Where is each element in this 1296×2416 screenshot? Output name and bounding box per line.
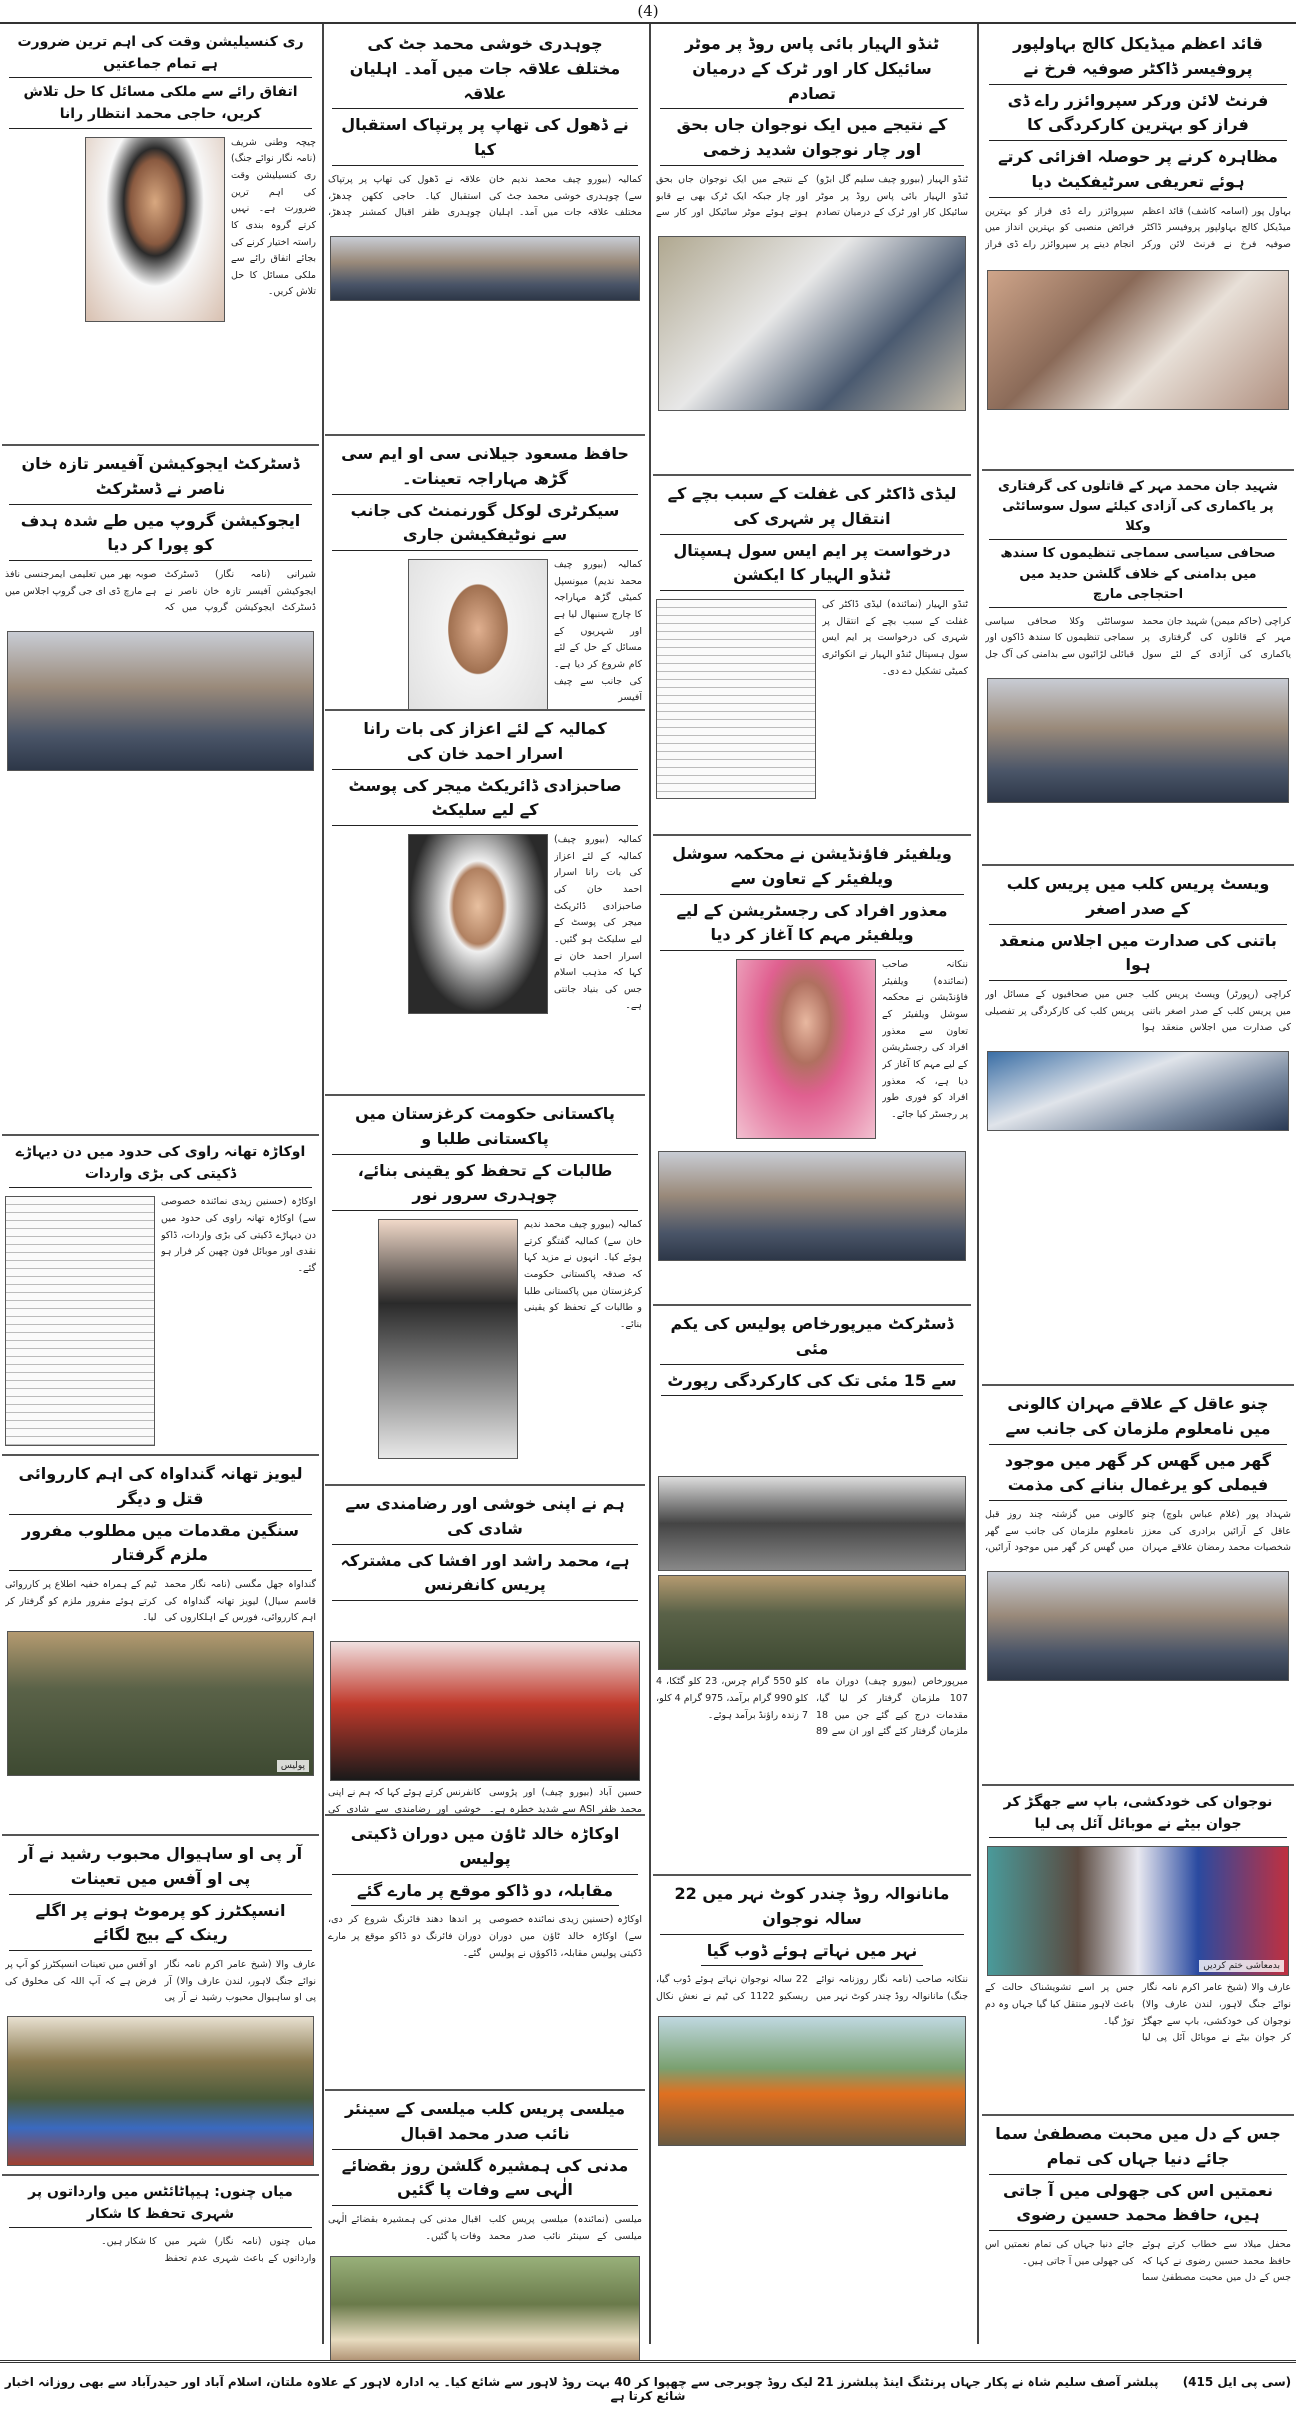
news-story [2,1456,319,1836]
story-body-continued [656,2150,968,2260]
group-photo [658,1151,966,1261]
story-body: کراچی (رپورٹر) ویسٹ پریس کلب میں پریس کلب کے صدر اصغر باتنی کی صدارت میں اجلاس منعقد ہوا جس میں صحافیوں کے مسائل اور پریس کلب کی کارکردگی پر تفصیلی [985,989,1291,1034]
headline: جس کے دل میں محبت مصطفیٰ سما جائے دنیا جہاں کی تمام نعمتیں اس کی جھولی میں آ جاتی ہیں، حافظ محمد حسین رضوی [985,2122,1291,2235]
column-2 [653,26,971,2286]
headline: اوکاڑہ تھانہ راوی کی حدود میں دن دیہاڑے ڈکیتی کی بڑی واردات [5,1142,316,1192]
document-image [5,1196,155,1446]
news-story [325,1816,645,2091]
news-story [982,26,1294,471]
headline: ویلفیئر فاؤنڈیشن نے محکمہ سوشل ویلفیئر کے تعاون سے معذور افراد کی رجسٹریشن کے لیے ویلفیئر مہم کا آغاز کر دیا [656,842,968,955]
column-divider [649,24,651,2344]
column-divider [977,24,979,2344]
news-story [325,1486,645,1816]
news-photo [987,1846,1289,1976]
news-story [325,1096,645,1486]
headline: مانانوالہ روڈ چندر کوٹ نہر میں 22 سالہ نوجوان نہر میں نہاتے ہوئے ڈوب گیا [656,1882,968,1970]
portrait-photo [408,559,548,711]
meeting-photo [7,631,314,771]
story-body: اوکاڑہ (حسنین زیدی نمائندہ خصوصی سے) اوکاڑہ خالد ٹاؤن میں دوران ڈکیتی پولیس مقابلہ، ڈاکوؤں نے پولیس پر اندھا دھند فائرنگ شروع کر دی، دوران فائرنگ دو ڈاکو موقع پر مارے گئے۔ [328,1914,642,1959]
column-4 [2,26,319,2326]
story-body: میلسی (نمائندہ) میلسی پریس کلب میلسی کے سینئر نائب صدر محمد اقبال مدنی کی ہمشیرہ بقضائے الٰہی وفات پا گئیں۔ [328,2214,642,2242]
news-story [982,1386,1294,1786]
document-image [656,599,816,799]
imprint-footer [0,2360,1296,2403]
arrested-suspects-photo [658,1575,966,1670]
headline: ڈسٹرکٹ میرپورخاص پولیس کی یکم مئی سے 15 مئی تک کی کارکردگی رپورٹ [656,1312,968,1400]
story-body: بہاول پور (اسامہ کاشف) قائد اعظم میڈیکل کالج بہاولپور پروفیسر ڈاکٹر صوفیہ فرخ نے فرنٹ لائن ورکر سپروائزر راے ڈی فراز کو بہترین فرائض منصبی کو بہترین انداز میں انجام دینے پر سپروائزر راے ڈی فراز [985,205,1291,251]
news-story [982,471,1294,866]
story-body: ننکانہ صاحب (نمائندہ) ویلفیئر فاؤنڈیشن نے محکمہ سوشل ویلفیئر کے تعاون سے معذور افراد کی رجسٹریشن کے لیے مہم کا آغاز کر دیا ہے، کہ معذور افراد کو فوری طور پر رجسٹر کیا جائے۔ [882,959,968,1120]
story-body-continued [985,807,1291,866]
story-body: شہداد پور (غلام عباس بلوچ) چنو عاقل کے آرائیں برادری کی معزز شخصیات محمد رمضان علاقے مہران کالونی میں گزشتہ چند روز قبل نامعلوم ملزمان کی جانب سے گھر میں گھس کر گھر میں موجود آرائیں، [985,1509,1291,1554]
protest-photo [987,1571,1289,1681]
headline: میلسی پریس کلب میلسی کے سینئر نائب صدر محمد اقبال مدنی کی ہمشیرہ گلشن روز بقضائے الٰہی سے وفات پا گئیں [328,2097,642,2210]
news-story [2,1836,319,2176]
news-story [325,436,645,711]
headline: ٹنڈو الہیار بائی پاس روڈ پر موٹر سائیکل کار اور ٹرک کے درمیان تصادم کے نتیجے میں ایک نوجوان جاں بحق اور چار نوجوان شدید زخمی [656,32,968,170]
headline: میاں چنوں: ہیپاٹائٹس میں وارداتوں پر شہری تحفظ کا شکار [5,2182,316,2232]
headline: اوکاڑہ خالد ٹاؤن میں دوران ڈکیتی پولیس مقابلہ، دو ڈاکو موقع پر مارے گئے [328,1822,642,1910]
story-body: میرپورخاص (بیورو چیف) دوران ماہ 107 ملزمان گرفتار کر لیا گیا، مقدمات درج کیے گئے جن میں 18 ملزمان گرفتار کئے گئے اور ان سے 89 کلو 550 گرام چرس، 23 کلو گٹکا، 4 کلو 990 گرام برآمد، 975 گرام 4 کلو، 7 زندہ راؤنڈ برآمد ہوئے۔ [656,1676,968,1738]
group-photo [330,2256,640,2361]
headline: شہید جان محمد مہر کے قاتلوں کی گرفتاری پر یاکماری کی آزادی کیلئے سول سوسائٹی وکلا صحافی سیاسی سماجی تنظیموں کا سندھ میں بدامنی کے خلاف گلشن حدید میں احتجاجی مارچ [985,477,1291,612]
headline: قائد اعظم میڈیکل کالج بہاولپور پروفیسر ڈاکٹر صوفیہ فرخ نے فرنٹ لائن ورکر سپروائزر راے ڈی فراز کو بہترین کارکردگی کا مظاہرہ کرنے پر حوصلہ افزائی کرتے ہوئے تعریفی سرٹیفکیٹ دیا [985,32,1291,202]
headline: نوجوان کی خودکشی، باپ سے جھگڑ کر جوان بیٹے نے موبائل آئل پی لیا [985,1792,1291,1842]
news-story [653,1876,971,2286]
news-story [653,476,971,836]
news-story [982,1786,1294,2116]
headline: چنو عاقل کے علاقے مہران کالونی میں نامعلوم ملزمان کی جانب سے گھر میں گھس کر گھر میں موجود فیملی کو یرغمال بنانے کی مذمت [985,1392,1291,1505]
rescue-photo [658,2016,966,2146]
story-body: عارف والا (شیخ عامر اکرم نامہ نگار نوائے جنگ لاہور، لندن عارف والا) نوجوان کی خودکشی، باپ سے جھگڑ کر جوان بیٹے نے موبائل آئل پی لیا جس پر اسے تشویشناک حالت کے باعث لاہور منتقل کیا گیا جہاں وہ دم توڑ گیا۔ [985,1982,1291,2044]
portrait-photo [408,834,548,1014]
story-body-continued [5,775,316,1136]
news-story [2,26,319,446]
news-story [653,26,971,476]
story-body: کمالیہ (بیورو چیف محمد ندیم) میونسپل کمیٹی گڑھ مہاراجہ کا چارج سنبھال لیا ہے اور شہریوں کے مسائل کے حل کے لئے کام شروع کر دیا ہے۔ کی جانب سے چیف آفیسر [554,559,642,704]
page-number: (4) [637,2,659,20]
column-1 [982,26,1294,2316]
ceremony-photo [7,2016,314,2166]
story-body: اوکاڑہ (حسنین زیدی نمائندہ خصوصی سے) اوکاڑہ تھانہ راوی کی حدود میں دن دیہاڑے ڈکیتی کی بڑی واردات، ڈاکو نقدی اور موبائل فون چھین کر فرار ہو گئے۔ [161,1196,316,1274]
headline: ری کنسیلیشن وقت کی اہم ترین ضرورت ہے تمام جماعتیں اتفاق رائے سے ملکی مسائل کا حل تلاش کریں، حاجی محمد انتظار رانا [5,32,316,133]
headline: چوہدری خوشی محمد جٹ کی مختلف علاقہ جات میں آمد۔ اہلیان علاقہ نے ڈھول کی تھاپ پر پرتپاک استقبال کیا [328,32,642,170]
story-body: گنداواہ جھل مگسی (نامہ نگار محمد قاسم سیال) لیویز تھانہ گنداواہ کی اہم کارروائی، فورس کے اہلکاروں کی ٹیم کے ہمراہ خفیہ اطلاع پر کارروائی کرتے ہوئے مفرور ملزم کو گرفتار کر لیا۔ [5,1579,316,1624]
arrest-photo [7,1631,314,1776]
story-body: ٹنڈو الہیار (نمائندہ) لیڈی ڈاکٹر کی غفلت کے سبب بچے کے انتقال پر شہری کی درخواست پر ایم ایس سول ہسپتال ٹنڈو الہیار نے انکوائری کمیٹی تشکیل دے دی۔ [822,599,968,677]
headline: آر پی او ساہیوال محبوب رشید نے آر پی او آفس میں تعینات انسپکٹرز کو پرموٹ ہونے پر اگلے رینک کے بیج لگائے [5,1842,316,1955]
news-story [982,866,1294,1386]
headline: لیڈی ڈاکٹر کی غفلت کے سبب بچے کے انتقال پر شہری کی درخواست پر ایم ایس سول ہسپتال ٹنڈو الہیار کا ایکشن [656,482,968,595]
headline: کمالیہ کے لئے اعزاز کی بات رانا اسرار احمد خان کی صاحبزادی ڈائریکٹ میجر کی پوسٹ کے لیے سلیکٹ [328,717,642,830]
photo-caption: پولیس [277,1760,309,1772]
headline: حافظ مسعود جیلانی سی او ایم سی گڑھ مہاراجہ تعینات۔ سیکرٹری لوکل گورنمنٹ کی جانب سے نوٹیفکیشن جاری [328,442,642,555]
news-story [653,1306,971,1876]
portrait-photo [85,137,225,322]
column-divider [322,24,324,2344]
story-body-intro [656,1402,968,1472]
news-story [325,711,645,1096]
story-body: کمالیہ (بیورو چیف) کمالیہ کے لئے اعزاز کی بات رانا اسرار احمد خان کی صاحبزادی ڈائریکٹ میجر کی پوسٹ کے لیے سلیکٹ ہو گئیں۔ اسرار احمد خان نے کہا کہ مذہب اسلام جس کی بنیاد جانتی ہے۔ [554,834,642,1012]
news-photo [987,270,1289,410]
headline: پاکستانی حکومت کرغزستان میں پاکستانی طلبا و طالبات کے تحفظ کو یقینی بنائے، چوہدری سرور نور [328,1102,642,1215]
story-body: ننکانہ صاحب (نامہ نگار روزنامہ نوائے جنگ) مانانوالہ روڈ چندر کوٹ نہر میں 22 سالہ نوجوان نہاتے ہوئے ڈوب گیا، ریسکیو 1122 کی ٹیم نے نعش نکال [656,1974,968,2003]
story-body: ٹنڈو الہیار (بیورو چیف سلیم گل ابڑو) ٹنڈو الہیار بائی پاس روڈ پر موٹر سائیکل کار اور ٹرک کے درمیان تصادم کے نتیجے میں ایک نوجوان جاں بحق اور چار جبکہ ایک ٹرک بھی بے قابو ہوتے ہوئے موٹر سائیکل اور کار سے [656,173,968,219]
headline: لیویز تھانہ گنداواہ کی اہم کارروائی قتل و دیگر سنگین مقدمات میں مطلوب مفرور ملزم گرفتار [5,1462,316,1575]
story-body-continued [985,414,1291,471]
story-body-continued [656,415,968,476]
story-body: کمالیہ (بیورو چیف محمد ندیم خان سے) چوہدری خوشی محمد جٹ کی مختلف علاقہ جات میں آمد۔ اہلیان علاقہ نے ڈھول کی تھاپ پر پرتپاک استقبال کیا۔ حاجی ککھن چدھڑ، چوہدری ظفر اقبال کمشنر چدھڑ، [328,173,642,219]
story-body-continued [328,305,642,436]
story-body: چیچہ وطنی شریف (نامہ نگار نوائے جنگ) ری کنسیلیشن وقت کی اہم ترین ضرورت ہے۔ نہیں کرتے گروہ بندی کا راستہ اختیار کرنے کی بجائے اتفاق رائے سے ملکی مسائل کا حل تلاش کریں۔ [231,136,316,298]
news-story [982,2116,1294,2316]
publisher-imprint: پبلشر آصف سلیم شاہ نے پکار جہاں پرنٹنگ اینڈ پبلشرز 21 لیک روڈ چوبرجی سے چھپوا کر 40 بہت روڈ لاہور سے شائع کیا۔ یہ ادارہ لاہور کے علاوہ ملتان، اسلام آباد اور حیدرآباد سے بھی روزانہ اخبار شائع کرتا ہے [4,2375,1159,2403]
press-conference-photo [330,1641,640,1781]
top-rule [0,22,1296,24]
headline: ہم نے اپنی خوشی اور رضامندی سے شادی کی ہے، محمد راشد اور افشا کی مشترکہ پریس کانفرنس [328,1492,642,1605]
registration-code: (سی پی ایل 415) [1182,2375,1292,2389]
news-story [2,446,319,1136]
welcome-photo [330,236,640,301]
story-body: کراچی (حاکم میمن) شہید جان محمد مہر کے قاتلوں کی گرفتاری پر یاکماری کی آزادی کے لئے سول سوسائٹی وکلا صحافی سیاسی سماجی تنظیموں کا سندھ ڈاکوں اور قبائلی لڑائیوں سے بدامنی کی آگ جل [985,615,1291,661]
news-story [2,1136,319,1456]
story-body-continued [985,1685,1291,1786]
story-body: کمالیہ (بیورو چیف محمد ندیم خان سے) کمالیہ گفتگو کرتے ہوئے کیا۔ انہوں نے مزید کہا کہ صدقہ پاکستانی حکومت کرغزستان میں پاکستانی طلبا و طالبات کے تحفظ کو یقینی بنائے۔ [524,1219,642,1330]
story-body-continued [5,1780,316,1836]
story-body: میاں چنوں (نامہ نگار) شہر میں وارداتوں کے باعث شہری عدم تحفظ کا شکار ہیں۔ [101,2236,316,2264]
photo-caption: بدمعاشی ختم کردیں [1199,1960,1284,1972]
story-body-intro [328,1607,642,1637]
news-story [325,2091,645,2361]
column-3 [325,26,645,2361]
headline: ڈسٹرکٹ ایجوکیشن آفیسر تازہ خان ناصر نے ڈسٹرکٹ ایجوکیشن گروپ میں طے شدہ ہدف کو پورا کر دیا [5,452,316,565]
protest-photo [987,678,1289,803]
news-story [325,26,645,436]
headline: ویسٹ پریس کلب میں پریس کلب کے صدر اصغر باتنی کی صدارت میں اجلاس منعقد ہوا [985,872,1291,985]
accident-photo [658,236,966,411]
portrait-photo [378,1219,518,1459]
story-body-continued [985,1135,1291,1386]
recovered-vehicle-photo [658,1476,966,1571]
meeting-photo [987,1051,1289,1131]
story-body: محفل میلاد سے خطاب کرتے ہوئے حافظ محمد حسین رضوی نے کہا کہ جس کے دل میں محبت مصطفیٰ سما جائے دنیا جہاں کی تمام نعمتیں اس کی جھولی میں آ جاتی ہیں۔ [985,2239,1291,2284]
story-body: عارف والا (شیخ عامر اکرم نامہ نگار نوائے جنگ لاہور، لندن عارف والا) آر پی او ساہیوال محبوب رشید نے آر پی او آفس میں تعینات انسپکٹرز کو آپ پر فرض ہے کہ آپ اللہ کی مخلوق کی [5,1959,316,2004]
story-body: حسین آباد (بیورو چیف) اور پڑوسی محمد ظفر ASI سے شدید خطرہ ہے۔ کانفرنس کرتے ہوئے کہا کہ ہم نے اپنی خوشی اور رضامندی سے شادی کی [328,1787,642,1815]
story-body: شیرانی (نامہ نگار) ڈسٹرکٹ ایجوکیشن آفیسر تازہ خان ناصر نے ڈسٹرکٹ ایجوکیشن گروپ میں کہ صوبہ بھر میں تعلیمی ایمرجنسی نافذ ہے مارچ ڈی ای جی گروپ اجلاس میں [5,569,316,614]
news-story [653,836,971,1306]
news-story [2,2176,319,2326]
portrait-photo [736,959,876,1139]
